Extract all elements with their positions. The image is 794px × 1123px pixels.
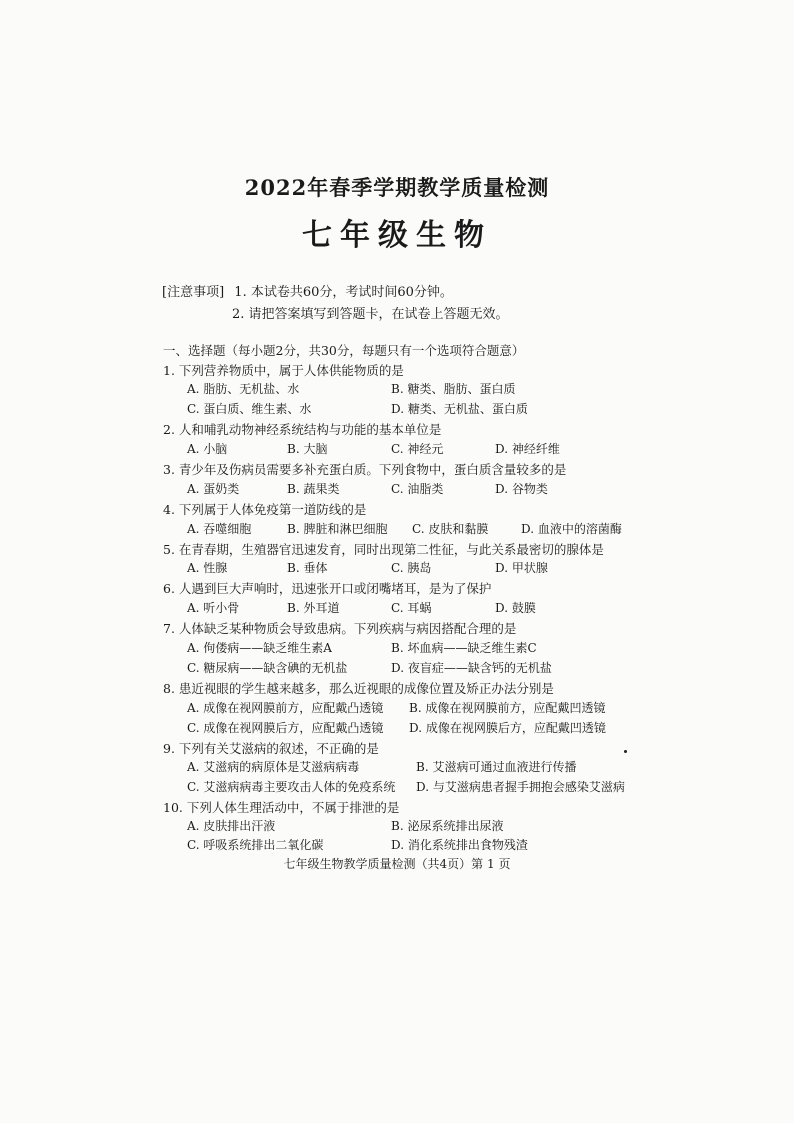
question-7: 7. 人体缺乏某种物质会导致患病。下列疾病与病因搭配合理的是 bbox=[163, 621, 517, 636]
q7-option-a: A. 佝偻病——缺乏维生素A bbox=[187, 641, 332, 655]
q10-option-d: D. 消化系统排出食物残渣 bbox=[391, 838, 528, 852]
q1-option-d: D. 糖类、无机盐、蛋白质 bbox=[391, 402, 528, 416]
q3-option-b: B. 蔬果类 bbox=[287, 482, 340, 496]
q1-option-a: A. 脂肪、无机盐、水 bbox=[187, 382, 300, 396]
q3-option-c: C. 油脂类 bbox=[391, 482, 444, 496]
q8-option-b: B. 成像在视网膜前方，应配戴凹透镜 bbox=[409, 701, 606, 715]
q4-option-d: D. 血液中的溶菌酶 bbox=[521, 522, 622, 536]
question-1: 1. 下列营养物质中，属于人体供能物质的是 bbox=[163, 363, 404, 378]
q1-option-c: C. 蛋白质、维生素、水 bbox=[187, 402, 312, 416]
q6-option-a: A. 听小骨 bbox=[187, 601, 240, 615]
q1-option-b: B. 糖类、脂肪、蛋白质 bbox=[391, 382, 516, 396]
q9-option-c: C. 艾滋病病毒主要攻击人体的免疫系统 bbox=[187, 780, 396, 794]
question-6: 6. 人遇到巨大声响时，迅速张开口或闭嘴堵耳，是为了保护 bbox=[163, 581, 492, 596]
notice-item-2: 2. 请把答案填写到答题卡，在试卷上答题无效。 bbox=[232, 307, 509, 322]
question-8: 8. 患近视眼的学生越来越多，那么近视眼的成像位置及矫正办法分别是 bbox=[163, 681, 554, 696]
notice-line-1 bbox=[162, 281, 453, 300]
q2-option-a: A. 小脑 bbox=[187, 442, 228, 456]
exam-subject: 七年级生物 bbox=[302, 218, 492, 253]
q4-option-a: A. 吞噬细胞 bbox=[187, 522, 252, 536]
q9-option-d: D. 与艾滋病患者握手拥抱会感染艾滋病 bbox=[416, 780, 625, 794]
q5-option-b: B. 垂体 bbox=[287, 561, 328, 575]
q6-option-d: D. 鼓膜 bbox=[495, 601, 536, 615]
q9-option-a: A. 艾滋病的病原体是艾滋病病毒 bbox=[187, 760, 360, 774]
section-heading: 一、选择题（每小题2分，共30分，每题只有一个选项符合题意） bbox=[163, 343, 525, 358]
q5-option-a: A. 性腺 bbox=[187, 561, 228, 575]
q8-option-a: A. 成像在视网膜前方，应配戴凸透镜 bbox=[187, 701, 384, 715]
q9-option-b: B. 艾滋病可通过血液进行传播 bbox=[416, 760, 577, 774]
q10-option-c: C. 呼吸系统排出二氧化碳 bbox=[187, 838, 324, 852]
q8-option-c: C. 成像在视网膜后方，应配戴凸透镜 bbox=[187, 721, 384, 735]
question-10: 10. 下列人体生理活动中，不属于排泄的是 bbox=[163, 800, 400, 815]
q10-option-b: B. 泌尿系统排出尿液 bbox=[391, 819, 504, 833]
q4-option-c: C. 皮肤和黏膜 bbox=[412, 522, 489, 536]
notice-item-1: 1. 本试卷共60分，考试时间60分钟。 bbox=[234, 285, 453, 300]
q8-option-d: D. 成像在视网膜后方，应配戴凹透镜 bbox=[409, 721, 606, 735]
notice-label: [注意事项] bbox=[162, 285, 225, 300]
q7-option-d: D. 夜盲症——缺含钙的无机盐 bbox=[391, 661, 552, 675]
q6-option-c: C. 耳蜗 bbox=[391, 601, 432, 615]
exam-title: 2022年春季学期教学质量检测 bbox=[244, 175, 550, 200]
q7-option-c: C. 糖尿病——缺含碘的无机盐 bbox=[187, 661, 348, 675]
scan-speck bbox=[624, 750, 627, 753]
q4-option-b: B. 脾脏和淋巴细胞 bbox=[287, 522, 388, 536]
q10-option-a: A. 皮肤排出汗液 bbox=[187, 819, 276, 833]
q6-option-b: B. 外耳道 bbox=[287, 601, 340, 615]
q2-option-d: D. 神经纤维 bbox=[495, 442, 560, 456]
q7-option-b: B. 坏血病——缺乏维生素C bbox=[391, 641, 537, 655]
q5-option-d: D. 甲状腺 bbox=[495, 561, 548, 575]
page-footer: 七年级生物教学质量检测（共4页）第 1 页 bbox=[283, 857, 511, 871]
q3-option-a: A. 蛋奶类 bbox=[187, 482, 240, 496]
question-3: 3. 青少年及伤病员需要多补充蛋白质。下列食物中，蛋白质含量较多的是 bbox=[163, 462, 567, 477]
q2-option-b: B. 大脑 bbox=[287, 442, 328, 456]
q5-option-c: C. 胰岛 bbox=[391, 561, 432, 575]
q2-option-c: C. 神经元 bbox=[391, 442, 444, 456]
question-2: 2. 人和哺乳动物神经系统结构与功能的基本单位是 bbox=[163, 422, 442, 437]
question-9: 9. 下列有关艾滋病的叙述，不正确的是 bbox=[163, 741, 379, 756]
question-4: 4. 下列属于人体免疫第一道防线的是 bbox=[163, 502, 367, 517]
q3-option-d: D. 谷物类 bbox=[495, 482, 548, 496]
question-5: 5. 在青春期，生殖器官迅速发育，同时出现第二性征，与此关系最密切的腺体是 bbox=[163, 542, 604, 557]
